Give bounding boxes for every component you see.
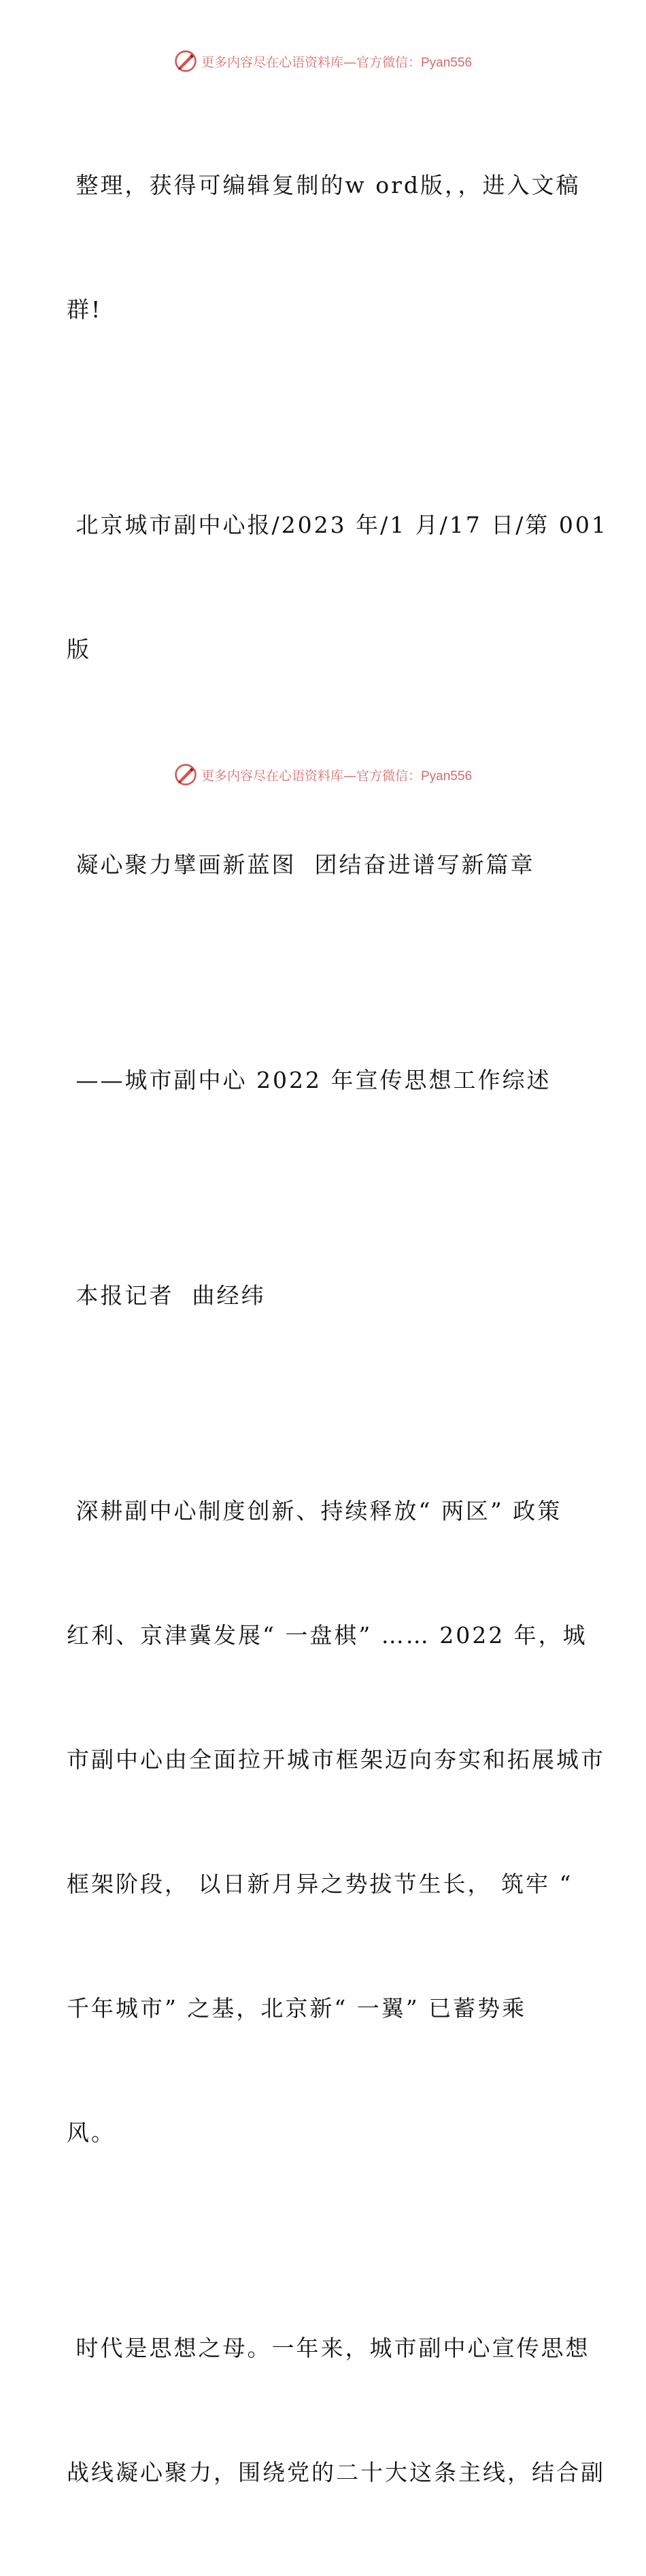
article-subtitle: ——城市副中心 2022 年宣传思想工作综述 bbox=[67, 1067, 551, 1093]
pen-logo-icon bbox=[174, 763, 197, 786]
watermark-header bbox=[0, 48, 646, 75]
document-body bbox=[67, 82, 608, 2576]
article-title: 凝心聚力擘画新蓝图 团结奋进谱写新篇章 bbox=[67, 851, 535, 878]
watermark-text: 更多内容尽在心语资料库—官方微信：Pyan556 bbox=[201, 768, 473, 783]
paragraph-source: 北京城市副中心报/2023 年/1 月/17 日/第 001 版 bbox=[67, 512, 608, 663]
paragraph-body-1: 深耕副中心制度创新、持续释放“ 两区” 政策 红利、京津冀发展“ 一盘棋” …… 2022 年，城 市副中心由全面拉开城市框架迈向夯实和拓展城市 框架阶段， 以日新月异之势拔节生长， 筑牢 “ 千年城市” 之基，北京新“ 一翼” 已蓄势乘 风。 bbox=[67, 1498, 605, 2146]
watermark-footer bbox=[0, 761, 646, 788]
paragraph-intro: 整理，获得可编辑复制的w ord版，，进入文稿 群! bbox=[67, 172, 581, 323]
pen-logo-icon bbox=[174, 50, 197, 73]
paragraph-body-2: 时代是思想之母。一年来，城市副中心宣传思想 战线凝心聚力，围绕党的二十大这条主线，结合副 bbox=[67, 2335, 605, 2486]
watermark-text: 更多内容尽在心语资料库—官方微信：Pyan556 bbox=[201, 54, 473, 70]
article-byline: 本报记者 曲经纬 bbox=[67, 1282, 266, 1309]
